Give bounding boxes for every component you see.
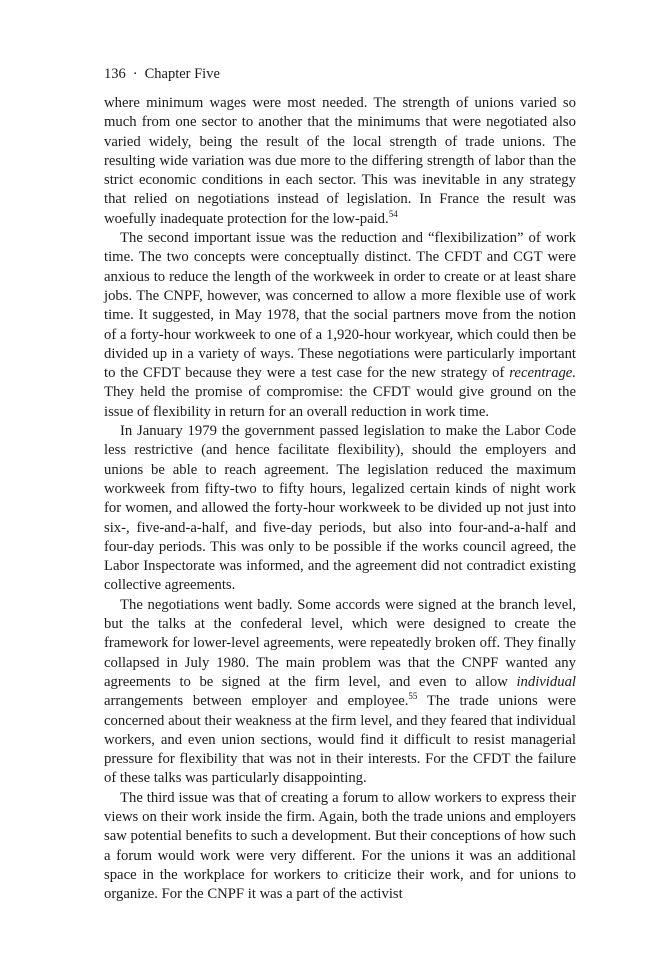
text-run: The negotiations went badly. Some accords were signed at the branch level, but the talks at the confederal level, which were designed to create the framework for lower-level agreements, were repeatedly broken off. They finally collapsed in July 1980. The main problem was that the CNPF wanted any agreements to be signed at the firm level, and even to allow (104, 596, 576, 690)
text-run: where minimum wages were most needed. The strength of unions varied so much from one sector to another that the minimums that were negotiated also varied widely, being the result of the local strength of trade unions. The resulting wide variation was due more to the differing strength of labor than the strict economic conditions in each sector. This was inevitable in any strategy that relied on negotiations instead of legislation. In France the result was woefully inadequate protection for the low-paid. (104, 95, 576, 227)
header-separator: · (132, 66, 138, 82)
text-run: The trade unions were concerned about their weakness at the firm level, and they feared that individual workers, and even union sections, would find it difficult to resist managerial pressure for flexibility that was not in their interests. For the CFDT the failure of these talks was particularly disappointing. (104, 693, 576, 787)
text-run: The third issue was that of creating a forum to allow workers to express their views on their work inside the firm. Again, both the trade unions and employers saw potential benefits to such a development. But their conceptions of how such a forum would work were very different. For the unions it was an additional space in the workplace for workers to criticize their work, and for unions to organize. For the CNPF it was a part of the activist (104, 789, 576, 903)
page-number: 136 (104, 66, 126, 82)
footnote-marker: 54 (388, 208, 398, 219)
italic-term: recentrage. (509, 365, 576, 382)
italic-term: individual (516, 673, 576, 690)
body-text (104, 94, 576, 904)
paragraph (104, 789, 576, 905)
running-head (104, 64, 576, 84)
footnote-marker: 55 (408, 691, 418, 702)
book-page (104, 64, 576, 904)
paragraph (104, 596, 576, 789)
chapter-title: Chapter Five (144, 66, 220, 82)
paragraph (104, 229, 576, 422)
paragraph (104, 94, 576, 229)
text-run: In January 1979 the government passed legislation to make the Labor Code less restrictive (and hence facilitate flexibility), should the employers and unions be able to reach agreement. The legislation reduced the maximum workweek from fifty-two to fifty hours, legalized certain kinds of night work for women, and allowed the forty-hour workweek to be divided up not just into six-, five-and-a-half, and five-day periods, but also into four-and-a-half and four-day periods. This was only to be possible if the works council agreed, the Labor Inspectorate was informed, and the agreement did not contradict existing collective agreements. (104, 423, 576, 594)
paragraph (104, 422, 576, 596)
text-run: They held the promise of compromise: the CFDT would give ground on the issue of flexibility in return for an overall reduction in work time. (104, 384, 576, 420)
text-run: arrangements between employer and employee. (104, 693, 409, 710)
text-run: The second important issue was the reduction and “flexibilization” of work time. The two concepts were conceptually distinct. The CFDT and CGT were anxious to reduce the length of the workweek in order to create or at least share jobs. The CNPF, however, was concerned to allow a more flexible use of work time. It suggested, in May 1978, that the social partners move from the notion of a forty-hour workweek to one of a 1,920-hour workyear, which could then be divided up in a variety of ways. These negotiations were particularly important to the CFDT because they were a test case for the new strategy of (104, 230, 576, 382)
